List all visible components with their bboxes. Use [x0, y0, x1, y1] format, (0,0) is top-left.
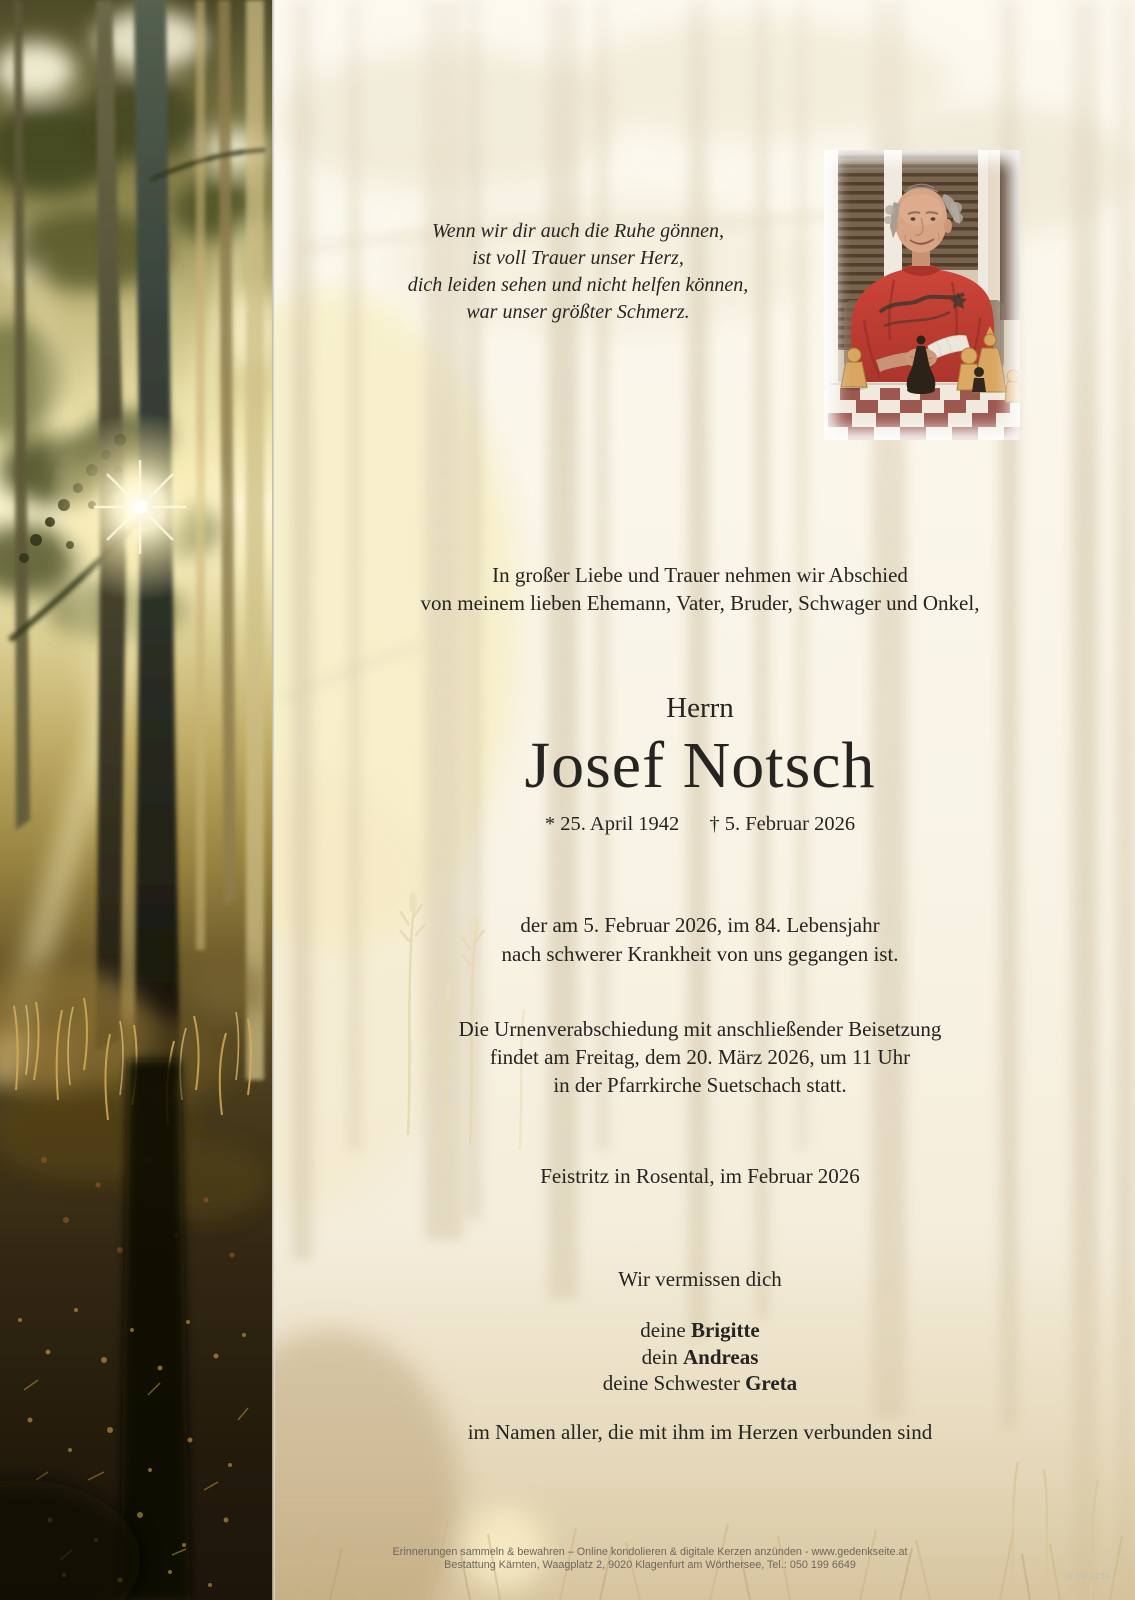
mourner-prefix: deine: [640, 1318, 691, 1342]
verse-line: Wenn wir dir auch die Ruhe gönnen,: [431, 220, 724, 242]
intro-line: In großer Liebe und Trauer nehmen wir Abschied: [492, 563, 908, 587]
mourners-list: [285, 1317, 1115, 1397]
life-dates: [285, 812, 1115, 836]
mourner-prefix: deine Schwester: [602, 1371, 746, 1395]
death-date: † 5. Februar 2026: [709, 813, 856, 835]
portrait-photo: [824, 150, 1020, 440]
passing-line: der am 5. Februar 2026, im 84. Lebensjahr: [520, 913, 880, 937]
mourner-line: [285, 1344, 1115, 1371]
passing-statement: [285, 911, 1115, 968]
mourner-line: [285, 1370, 1115, 1397]
mourner-name: Brigitte: [690, 1318, 760, 1342]
farewell-intro: [285, 561, 1115, 617]
salutation: Herrn: [666, 692, 734, 724]
ceremony-details: [285, 1015, 1115, 1099]
photo-feathered-edge: [824, 150, 1020, 440]
verse-line: dich leiden sehen und nicht helfen können,: [407, 274, 749, 296]
closing-line: im Namen aller, die mit ihm im Herzen verbunden sind: [467, 1420, 933, 1444]
ceremony-line: in der Pfarrkirche Suetschach statt.: [553, 1073, 847, 1097]
passing-line: nach schwerer Krankheit von uns gegangen ist.: [501, 941, 899, 966]
ceremony-line: Die Urnenverabschiedung mit anschließender Beisetzung: [458, 1017, 942, 1041]
intro-line: von meinem lieben Ehemann, Vater, Bruder, Schwager und Onkel,: [420, 591, 980, 615]
place-dateline: Feistritz in Rosental, im Februar 2026: [540, 1164, 860, 1188]
deceased-name: Josef Notsch: [524, 729, 876, 802]
verse-line: war unser größter Schmerz.: [466, 301, 690, 323]
footer-line: Erinnerungen sammeln & bewahren – Online kondolieren & digitale Kerzen anzünden - www.gedenkseite.at: [392, 1546, 908, 1558]
farewell-heading: Wir vermissen dich: [618, 1267, 782, 1291]
memorial-verse: [318, 218, 838, 326]
mourner-prefix: dein: [641, 1344, 683, 1369]
ceremony-line: findet am Freitag, dem 20. März 2026, um 11 Uhr: [489, 1045, 911, 1069]
birth-date: * 25. April 1942: [544, 813, 680, 835]
mourner-name: Andreas: [682, 1344, 759, 1369]
footer-line: Bestattung Kärnten, Waagplatz 2, 9020 Klagenfurt am Wörthersee, Tel.: 050 199 6649: [444, 1558, 856, 1571]
print-code: © EP 9239: [1066, 1572, 1110, 1581]
forest-panel-illustration: [0, 0, 272, 1600]
mourner-line: [285, 1317, 1115, 1344]
mourner-name: Greta: [745, 1371, 798, 1395]
verse-line: ist voll Trauer unser Herz,: [472, 247, 684, 269]
panel-edge-divider: [272, 0, 275, 1600]
funeral-home-footer: [150, 1546, 1135, 1572]
